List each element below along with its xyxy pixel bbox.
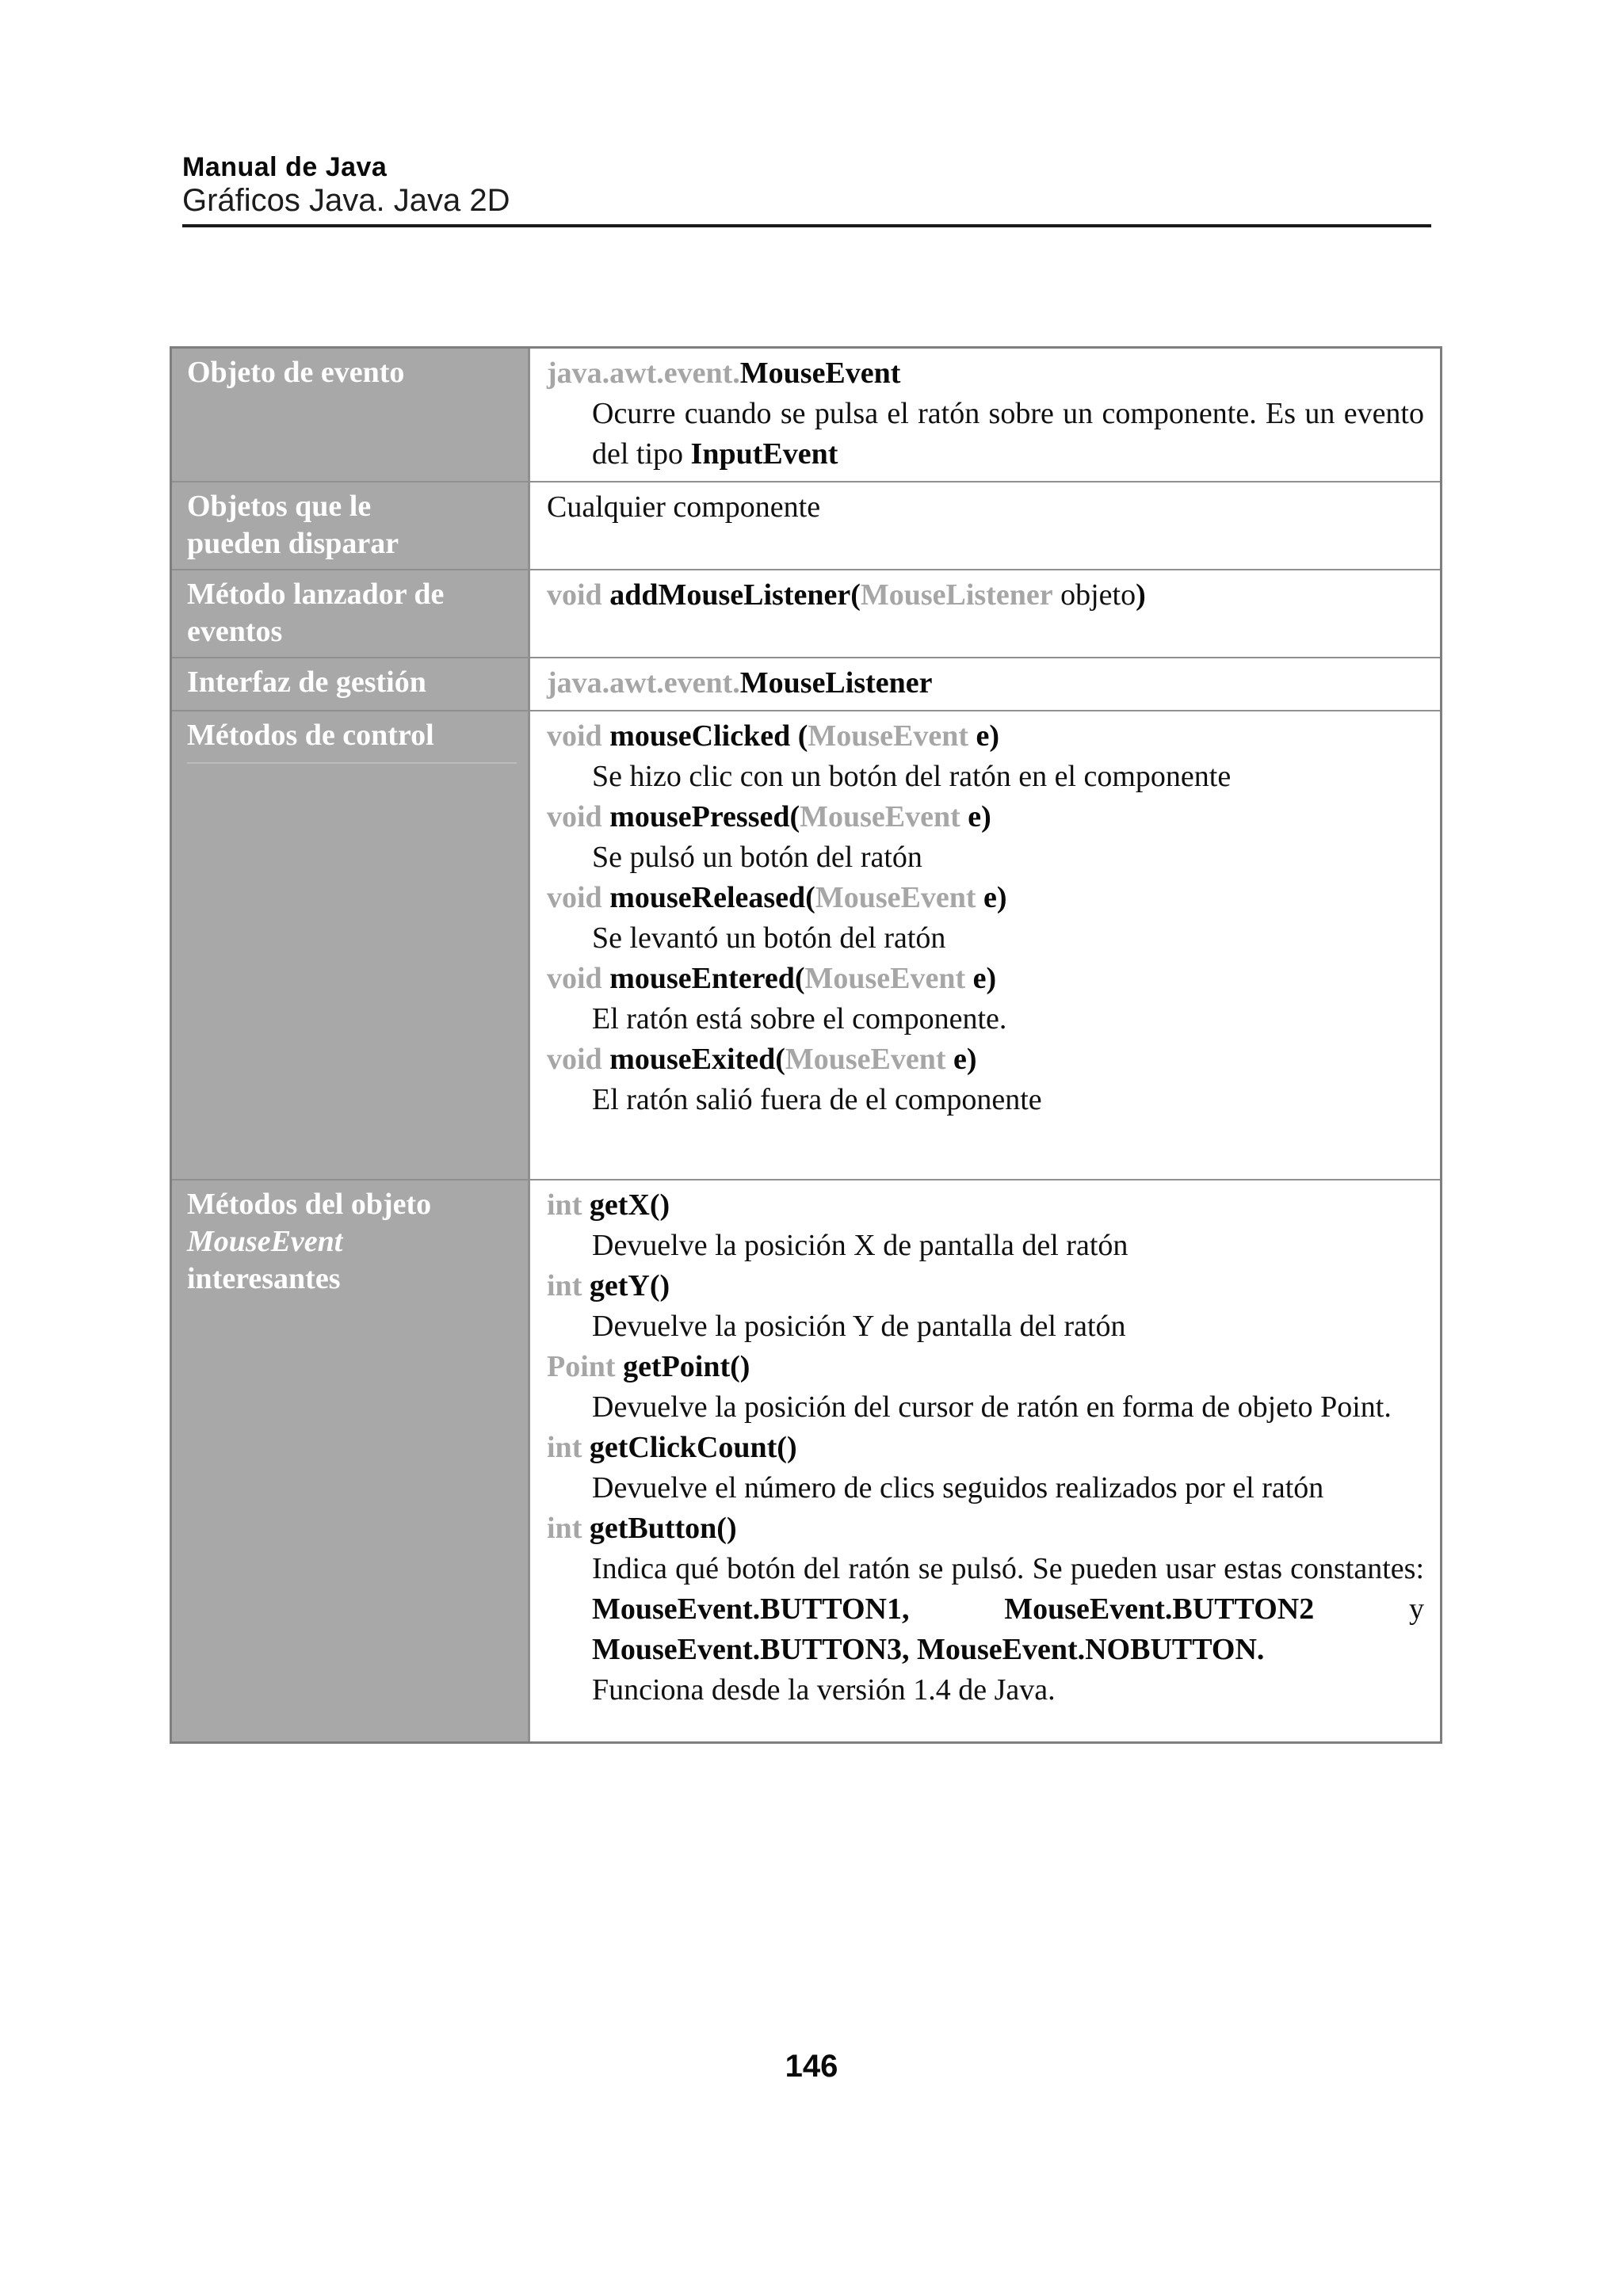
method-signature (547, 1428, 1424, 1468)
row-label-line: Método lanzador de (187, 578, 445, 611)
row-label-cell (172, 349, 530, 481)
plain-text: Funciona desde la versión 1.4 de Java. (592, 1673, 1056, 1707)
keyword-text: java.awt.event. (547, 357, 740, 390)
description-text (592, 1670, 1424, 1711)
plain-text: Cualquier componente (547, 490, 821, 524)
bold-text: MouseEvent.BUTTON2 (1004, 1592, 1315, 1626)
row-label-cell (172, 658, 530, 710)
table-row (172, 481, 1440, 569)
plain-text: El ratón está sobre el componente. (592, 1002, 1007, 1035)
keyword-text: int (547, 1512, 590, 1545)
keyword-text: MouseEvent (785, 1043, 946, 1076)
keyword-text: void (547, 578, 610, 612)
method-signature (547, 878, 1424, 918)
description-text (592, 1306, 1424, 1347)
row-content-cell (530, 349, 1440, 481)
method-signature (547, 1508, 1424, 1549)
row-label-line: Métodos de control (187, 719, 434, 752)
bold-text: e) (945, 1043, 977, 1076)
method-signature (547, 575, 1424, 616)
table-row (172, 1179, 1440, 1741)
method-signature (547, 663, 1424, 704)
row-label-cell (172, 711, 530, 1179)
keyword-text: int (547, 1269, 590, 1302)
method-signature (547, 1039, 1424, 1080)
row-label-line: MouseEvent (187, 1225, 343, 1258)
method-signature (547, 1347, 1424, 1387)
plain-text: Devuelve la posición del cursor de ratón en forma de objeto Point. (592, 1390, 1392, 1424)
row-label-cell (172, 570, 530, 657)
bold-text: addMouseListener( (609, 578, 861, 612)
row-content-cell (530, 658, 1440, 710)
plain-text: Se hizo clic con un botón del ratón en el componente (592, 760, 1232, 793)
bold-text: getClickCount() (589, 1431, 797, 1464)
keyword-text: void (547, 881, 610, 914)
table-row (172, 710, 1440, 1179)
table-row (172, 657, 1440, 710)
doc-subtitle: Gráficos Java. Java 2D (182, 183, 510, 218)
row-label-line: eventos (187, 615, 283, 648)
plain-text (909, 1592, 1004, 1626)
bold-text: getPoint() (623, 1350, 750, 1383)
bold-text: MouseEvent.BUTTON3, MouseEvent.NOBUTTON. (592, 1633, 1265, 1666)
row-label-line: Métodos del objeto (187, 1188, 432, 1221)
keyword-text: void (547, 962, 610, 995)
keyword-text: MouseEvent (808, 719, 969, 753)
row-label-line: pueden disparar (187, 527, 399, 560)
keyword-text: void (547, 800, 610, 833)
description-text (592, 1468, 1424, 1508)
bold-text: InputEvent (690, 437, 838, 471)
description-text (592, 1080, 1424, 1120)
row-label-cell (172, 482, 530, 569)
bold-text: e) (965, 962, 997, 995)
reference-table (170, 346, 1442, 1744)
keyword-text: int (547, 1431, 590, 1464)
method-signature (547, 1185, 1424, 1226)
bold-text: getX() (589, 1188, 670, 1222)
bold-text: e) (960, 800, 991, 833)
bold-text: MouseListener (739, 666, 933, 700)
description-text (592, 837, 1424, 878)
row-content-cell (530, 482, 1440, 569)
page-header (182, 152, 510, 219)
keyword-text: java.awt.event. (547, 666, 740, 700)
row-label-line: Interfaz de gestión (187, 666, 426, 699)
plain-text: y (1314, 1592, 1424, 1626)
label-underline (187, 762, 517, 764)
plain-text: Se levantó un botón del ratón (592, 921, 946, 955)
row-content-cell (530, 711, 1440, 1179)
row-content-cell (530, 1180, 1440, 1741)
keyword-text: int (547, 1188, 590, 1222)
bold-text: e) (968, 719, 1000, 753)
bold-text: mouseExited( (609, 1043, 785, 1076)
bold-text: mouseClicked ( (609, 719, 808, 753)
keyword-text: void (547, 719, 610, 753)
row-label-line: Objetos que le (187, 490, 372, 523)
keyword-text: void (547, 1043, 610, 1076)
description-text (592, 918, 1424, 959)
bold-text: e) (976, 881, 1007, 914)
description-text (592, 394, 1424, 475)
bold-text: MouseEvent.BUTTON1, (592, 1592, 910, 1626)
bold-text: mouseEntered( (609, 962, 805, 995)
bold-text: MouseEvent (739, 357, 901, 390)
keyword-text: MouseEvent (800, 800, 960, 833)
bold-text: mousePressed( (609, 800, 800, 833)
description-text (592, 1549, 1424, 1670)
plain-text: Devuelve la posición X de pantalla del ratón (592, 1229, 1128, 1262)
plain-text: Devuelve el número de clics seguidos realizados por el ratón (592, 1471, 1324, 1505)
description-text (592, 1226, 1424, 1266)
plain-text: Ocurre cuando se pulsa el ratón sobre un componente. Es un evento del tipo (592, 397, 1424, 471)
keyword-text: MouseEvent (815, 881, 976, 914)
description-text (592, 757, 1424, 797)
page-number: 146 (785, 2049, 838, 2084)
keyword-text: MouseListener (860, 578, 1053, 612)
method-signature (547, 959, 1424, 999)
bold-text: getButton() (589, 1512, 737, 1545)
method-signature (547, 487, 1424, 528)
method-signature (547, 797, 1424, 837)
bold-text: ) (1136, 578, 1146, 612)
doc-title: Manual de Java (182, 152, 388, 182)
keyword-text: MouseEvent (804, 962, 966, 995)
table-row (172, 569, 1440, 657)
bold-text: mouseReleased( (609, 881, 815, 914)
plain-text: El ratón salió fuera de el componente (592, 1083, 1042, 1116)
method-signature (547, 1266, 1424, 1306)
header-divider (182, 224, 1431, 227)
method-signature (547, 353, 1424, 394)
plain-text: Indica qué botón del ratón se pulsó. Se pueden usar estas constantes: (592, 1552, 1424, 1585)
plain-text: Se pulsó un botón del ratón (592, 841, 922, 874)
plain-text: Devuelve la posición Y de pantalla del ratón (592, 1310, 1126, 1343)
row-label-line: interesantes (187, 1262, 341, 1295)
description-text (592, 1387, 1424, 1428)
method-signature (547, 716, 1424, 757)
bold-text: getY() (589, 1269, 670, 1302)
description-text (592, 999, 1424, 1039)
row-label-line: Objeto de evento (187, 356, 405, 389)
row-content-cell (530, 570, 1440, 657)
keyword-text: Point (547, 1350, 624, 1383)
table-row (172, 349, 1440, 481)
plain-text: objeto (1052, 578, 1136, 612)
row-label-cell (172, 1180, 530, 1741)
